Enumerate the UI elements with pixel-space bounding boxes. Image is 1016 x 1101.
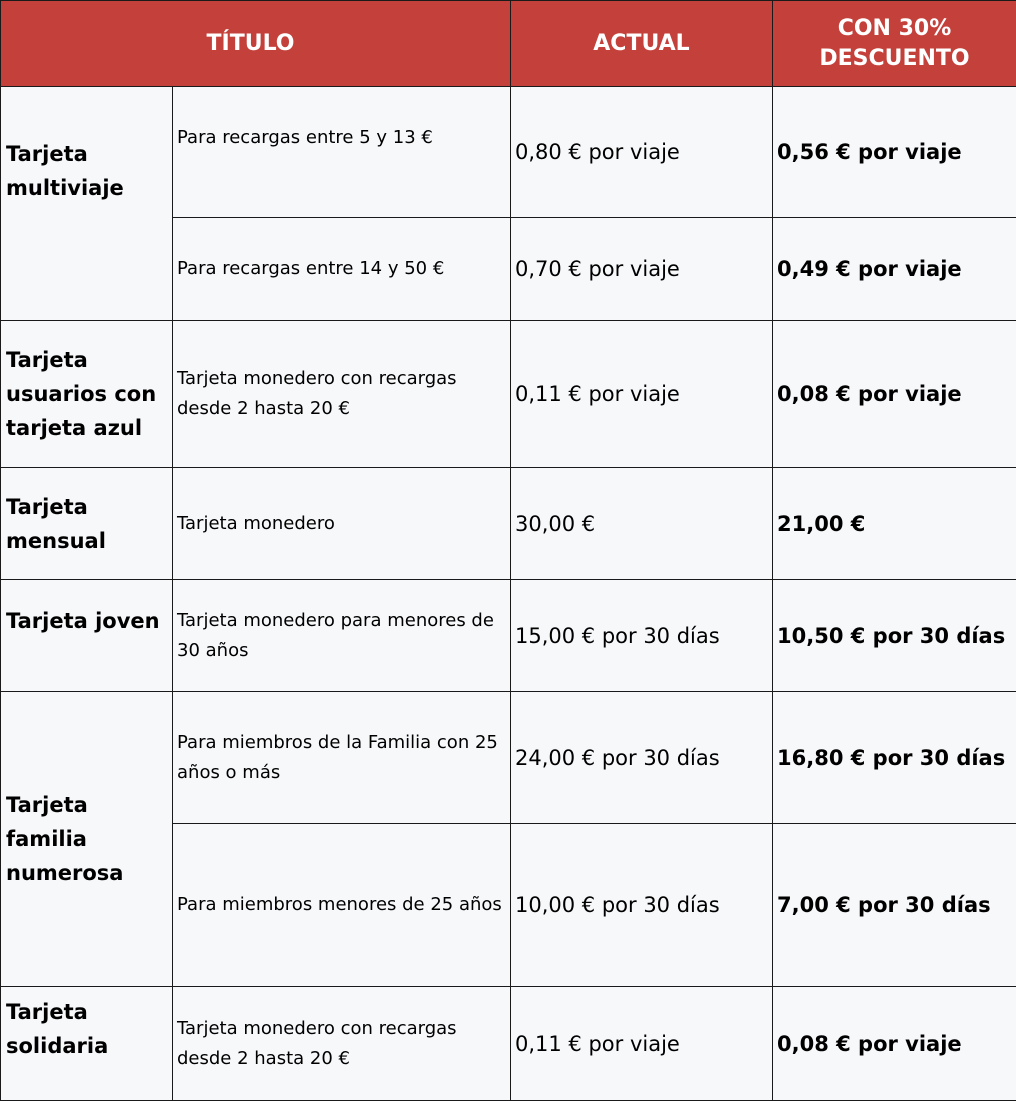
table-row bbox=[1, 987, 1016, 1101]
discount-price: 21,00 € bbox=[773, 468, 1016, 580]
actual-price: 0,70 € por viaje bbox=[511, 218, 773, 321]
card-description: Para miembros de la Familia con 25 años o más bbox=[173, 692, 511, 824]
discount-price: 0,08 € por viaje bbox=[773, 987, 1016, 1101]
actual-price: 15,00 € por 30 días bbox=[511, 580, 773, 692]
card-description: Tarjeta monedero para menores de 30 años bbox=[173, 580, 511, 692]
actual-price: 0,11 € por viaje bbox=[511, 987, 773, 1101]
table-row bbox=[1, 468, 1016, 580]
card-description: Para recargas entre 14 y 50 € bbox=[173, 218, 511, 321]
card-name: Tarjeta joven bbox=[1, 580, 173, 692]
table-row bbox=[1, 87, 1016, 218]
actual-price: 24,00 € por 30 días bbox=[511, 692, 773, 824]
header-discount-line1: CON 30% bbox=[838, 16, 952, 41]
card-description: Tarjeta monedero bbox=[173, 468, 511, 580]
card-description: Tarjeta monedero con recargas desde 2 hasta 20 € bbox=[173, 987, 511, 1101]
card-description: Para recargas entre 5 y 13 € bbox=[173, 87, 511, 218]
discount-price: 0,56 € por viaje bbox=[773, 87, 1016, 218]
table-row bbox=[1, 692, 1016, 824]
header-discount-line2: DESCUENTO bbox=[819, 46, 969, 71]
header-titulo: TÍTULO bbox=[1, 1, 511, 87]
discount-price: 7,00 € por 30 días bbox=[773, 824, 1016, 987]
header-actual: ACTUAL bbox=[511, 1, 773, 87]
actual-price: 0,11 € por viaje bbox=[511, 321, 773, 468]
header-row bbox=[1, 1, 1016, 87]
header-discount bbox=[773, 1, 1016, 87]
discount-price: 0,08 € por viaje bbox=[773, 321, 1016, 468]
card-description: Tarjeta monedero con recargas desde 2 hasta 20 € bbox=[173, 321, 511, 468]
table-row bbox=[1, 321, 1016, 468]
card-name: Tarjeta solidaria bbox=[1, 987, 173, 1101]
discount-price: 10,50 € por 30 días bbox=[773, 580, 1016, 692]
actual-price: 10,00 € por 30 días bbox=[511, 824, 773, 987]
discount-price: 0,49 € por viaje bbox=[773, 218, 1016, 321]
actual-price: 30,00 € bbox=[511, 468, 773, 580]
discount-price: 16,80 € por 30 días bbox=[773, 692, 1016, 824]
table-row bbox=[1, 580, 1016, 692]
card-name: Tarjeta familia numerosa bbox=[1, 692, 173, 987]
card-name: Tarjeta multiviaje bbox=[1, 87, 173, 321]
card-name: Tarjeta usuarios con tarjeta azul bbox=[1, 321, 173, 468]
card-name: Tarjeta mensual bbox=[1, 468, 173, 580]
actual-price: 0,80 € por viaje bbox=[511, 87, 773, 218]
card-description: Para miembros menores de 25 años bbox=[173, 824, 511, 987]
